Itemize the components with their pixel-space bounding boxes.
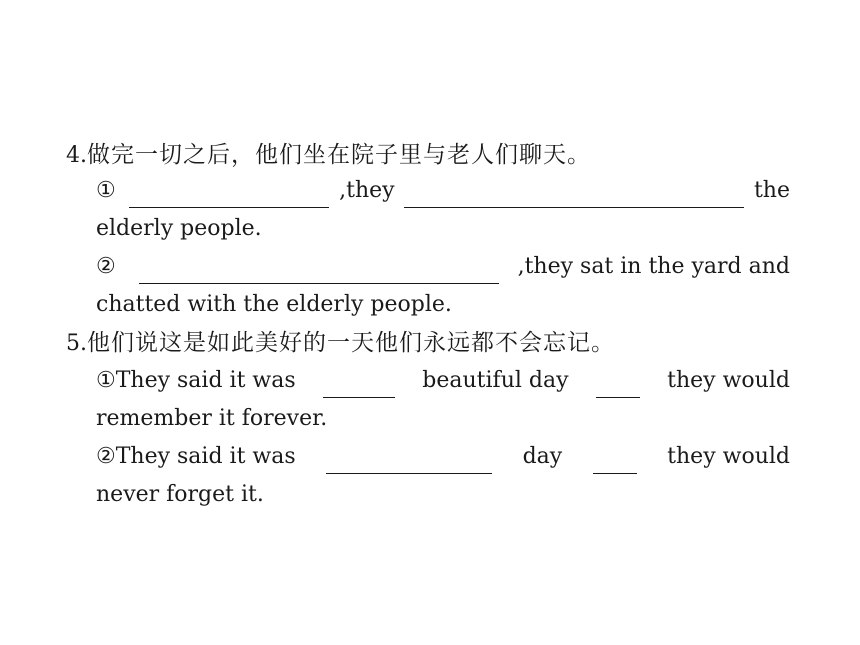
item-4-part-1-blank-1[interactable]: [129, 185, 329, 208]
item-4-part-1-marker: ①: [96, 178, 116, 203]
item-4-part-2-marker: ②: [96, 254, 116, 279]
item-4-part-1-blank-2[interactable]: [404, 185, 744, 208]
item-5-part-1-blank-2[interactable]: [596, 375, 640, 398]
item-5-part-1-text-1: They said it was: [115, 368, 296, 393]
item-5-part-1-text-3: they would: [667, 368, 790, 393]
item-4-part-1-line-2: elderly people.: [96, 216, 262, 241]
item-4-part-2-blank-1[interactable]: [139, 261, 499, 284]
item-5-part-2-text-3: they would: [667, 444, 790, 469]
item-5-part-2-text-1: They said it was: [115, 444, 296, 469]
item-5-part-1-line-2: remember it forever.: [96, 406, 328, 431]
item-5-part-1-lead: [96, 364, 296, 398]
item-5-chinese: 他们说这是如此美好的一天他们永远都不会忘记。: [87, 330, 615, 356]
item-5-part-1-text-2: beautiful day: [422, 368, 569, 393]
item-4-part-1-text-2: the: [753, 178, 790, 203]
item-5-part-2-line-1: [96, 440, 790, 474]
item-4-part-1-text-1: ,they: [339, 178, 395, 203]
item-4-header: [66, 138, 591, 172]
item-5-part-2-blank-1[interactable]: [326, 451, 492, 474]
item-5-part-1-line-1: [96, 364, 790, 398]
item-5-part-2-lead: [96, 440, 296, 474]
item-5-part-1-marker: ①: [96, 368, 116, 393]
item-4-part-2-line-1: [96, 250, 790, 284]
item-5-number: 5.: [66, 331, 87, 356]
item-4-part-2-line-2: chatted with the elderly people.: [96, 292, 452, 317]
item-5-part-1-blank-1[interactable]: [323, 375, 395, 398]
item-5-part-2-marker: ②: [96, 444, 116, 469]
item-4-chinese: 做完一切之后，他们坐在院子里与老人们聊天。: [87, 142, 591, 168]
item-4-part-2-text-1: ,they sat in the yard and: [517, 254, 790, 279]
item-4-number: 4.: [66, 143, 87, 168]
item-5-part-2-blank-2[interactable]: [593, 451, 637, 474]
item-5-header: [66, 326, 615, 360]
item-4-part-1-line-1: [96, 174, 790, 208]
item-5-part-2-text-2: day: [522, 444, 563, 469]
item-5-part-2-line-2: never forget it.: [96, 482, 264, 507]
